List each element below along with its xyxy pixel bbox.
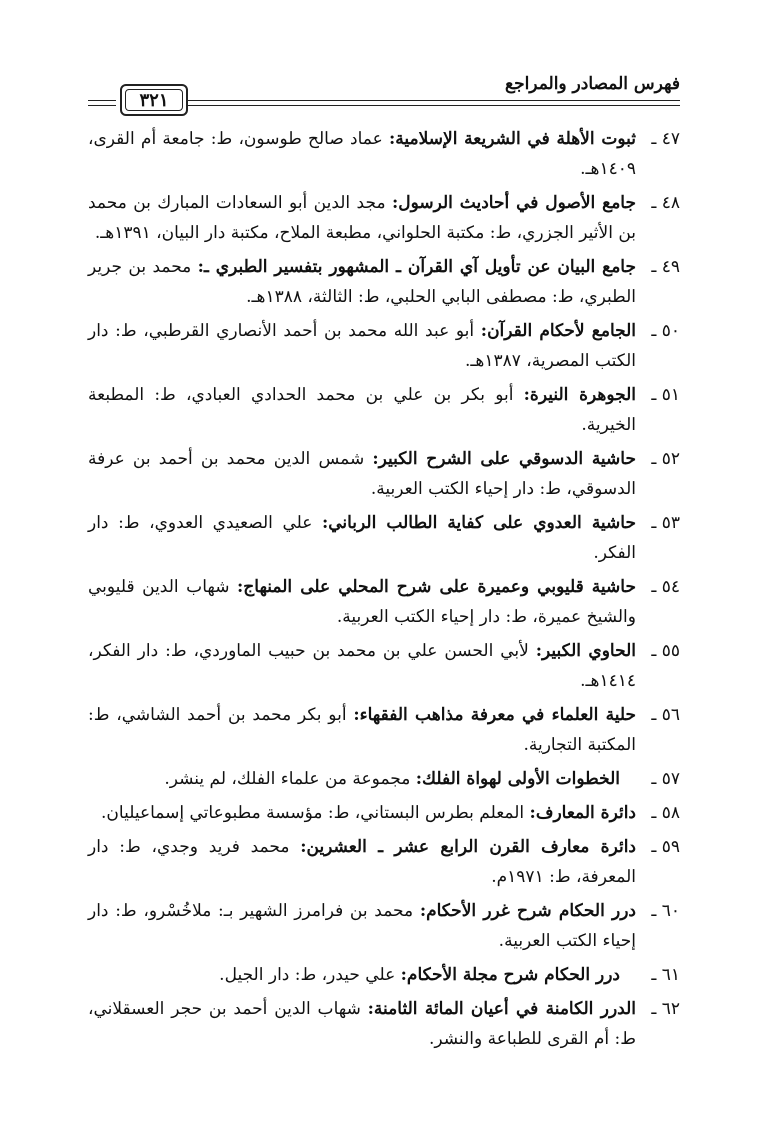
- entry-title: حاشية الدسوقي على الشرح الكبير:: [372, 449, 636, 469]
- entry-title: حاشية العدوي على كفاية الطالب الرباني:: [321, 513, 636, 533]
- bibliography-entry: [88, 444, 680, 504]
- entry-title: درر الحكام شرح مجلة الأحكام:: [400, 965, 620, 985]
- bibliography-entry: [88, 188, 680, 248]
- entry-number: ٦٢ ـ: [651, 999, 680, 1019]
- bibliography-entry: [88, 832, 680, 892]
- bibliography-entry: [88, 994, 680, 1054]
- bibliography-entry: [88, 316, 680, 376]
- bibliography-entry: [88, 798, 680, 828]
- entry-number: ٥١ ـ: [651, 385, 680, 405]
- bibliography-entry: [88, 252, 680, 312]
- entry-number: ٤٧ ـ: [651, 129, 680, 149]
- entry-details: شهاب الدين أحمد بن حجر العسقلاني، ط: أم القرى للطباعة والنشر.: [88, 999, 636, 1049]
- entry-number: ٥٧ ـ: [651, 769, 680, 789]
- entry-number: ٥٣ ـ: [651, 513, 680, 533]
- entry-details: أبو عبد الله محمد بن أحمد الأنصاري القرطبي، ط: دار الكتب المصرية، ١٣٨٧هـ.: [88, 321, 636, 371]
- bibliography-entry: [88, 896, 680, 956]
- running-header-title: فهرس المصادر والمراجع: [505, 74, 680, 94]
- entry-title: ثبوت الأهلة في الشريعة الإسلامية:: [388, 129, 637, 149]
- entry-title: الحاوي الكبير:: [535, 641, 636, 661]
- entry-details: علي الصعيدي العدوي، ط: دار الفكر.: [88, 513, 636, 563]
- entry-number: ٥٠ ـ: [651, 321, 680, 341]
- entry-number: ٤٨ ـ: [651, 193, 680, 213]
- entry-details: شمس الدين محمد بن أحمد بن عرفة الدسوقي، ط: دار إحياء الكتب العربية.: [88, 449, 636, 499]
- bibliography-list: [88, 124, 680, 1058]
- entry-details: مجموعة من علماء الفلك، لم ينشر.: [164, 769, 416, 789]
- entry-title: الجامع لأحكام القرآن:: [480, 321, 636, 341]
- entry-details: عماد صالح طوسون، ط: جامعة أم القرى، ١٤٠٩هـ.: [88, 129, 636, 179]
- entry-details: مجد الدين أبو السعادات المبارك بن محمد بن الأثير الجزري، ط: مكتبة الحلواني، مطبعة الملاح، مكتبة دار البيان، ١٣٩١هـ.: [88, 193, 636, 243]
- bibliography-entry: [88, 960, 680, 990]
- entry-title: دائرة معارف القرن الرابع عشر ـ العشرين:: [300, 837, 636, 857]
- page-number: ٣٢١: [120, 84, 188, 116]
- entry-number: ٥٤ ـ: [651, 577, 680, 597]
- page-header: [88, 70, 680, 114]
- entry-details: محمد فريد وجدي، ط: دار المعرفة، ط: ١٩٧١م.: [88, 837, 636, 887]
- entry-details: علي حيدر، ط: دار الجيل.: [219, 965, 401, 985]
- header-rule-left: [88, 100, 116, 106]
- bibliography-entry: [88, 764, 680, 794]
- entry-number: ٥٢ ـ: [651, 449, 680, 469]
- entry-title: حلية العلماء في معرفة مذاهب الفقهاء:: [353, 705, 636, 725]
- entry-title: الخطوات الأولى لهواة الفلك:: [415, 769, 620, 789]
- entry-number: ٤٩ ـ: [651, 257, 680, 277]
- bibliography-entry: [88, 124, 680, 184]
- bibliography-entry: [88, 572, 680, 632]
- header-rule: [188, 100, 680, 106]
- bibliography-entry: [88, 380, 680, 440]
- entry-details: شهاب الدين قليوبي والشيخ عميرة، ط: دار إحياء الكتب العربية.: [88, 577, 636, 627]
- entry-number: ٥٥ ـ: [651, 641, 680, 661]
- entry-details: لأبي الحسن علي بن محمد بن حبيب الماوردي، ط: دار الفكر، ١٤١٤هـ.: [88, 641, 636, 691]
- entry-number: ٥٦ ـ: [651, 705, 680, 725]
- entry-title: حاشية قليوبي وعميرة على شرح المحلي على المنهاج:: [237, 577, 636, 597]
- entry-number: ٦١ ـ: [651, 965, 680, 985]
- entry-details: أبو بكر بن علي بن محمد الحدادي العبادي، ط: المطبعة الخيرية.: [88, 385, 636, 435]
- entry-number: ٥٩ ـ: [651, 837, 680, 857]
- bibliography-entry: [88, 508, 680, 568]
- entry-details: أبو بكر محمد بن أحمد الشاشي، ط: المكتبة التجارية.: [88, 705, 636, 755]
- entry-title: الجوهرة النيرة:: [523, 385, 636, 405]
- entry-title: جامع الأصول في أحاديث الرسول:: [391, 193, 636, 213]
- entry-details: المعلم بطرس البستاني، ط: مؤسسة مطبوعاتي إسماعيليان.: [101, 803, 530, 823]
- bibliography-entry: [88, 636, 680, 696]
- entry-title: درر الحكام شرح غرر الأحكام:: [419, 901, 636, 921]
- entry-title: جامع البيان عن تأويل آي القرآن ـ المشهور بتفسير الطبري ـ:: [197, 257, 636, 277]
- entry-details: محمد بن فرامرز الشهير بـ: ملاخُسْرو، ط: دار إحياء الكتب العربية.: [88, 901, 636, 951]
- bibliography-entry: [88, 700, 680, 760]
- entry-number: ٥٨ ـ: [651, 803, 680, 823]
- entry-title: الدرر الكامنة في أعيان المائة الثامنة:: [367, 999, 636, 1019]
- entry-title: دائرة المعارف:: [529, 803, 636, 823]
- entry-details: محمد بن جرير الطبري، ط: مصطفى البابي الحلبي، ط: الثالثة، ١٣٨٨هـ.: [88, 257, 636, 307]
- entry-number: ٦٠ ـ: [651, 901, 680, 921]
